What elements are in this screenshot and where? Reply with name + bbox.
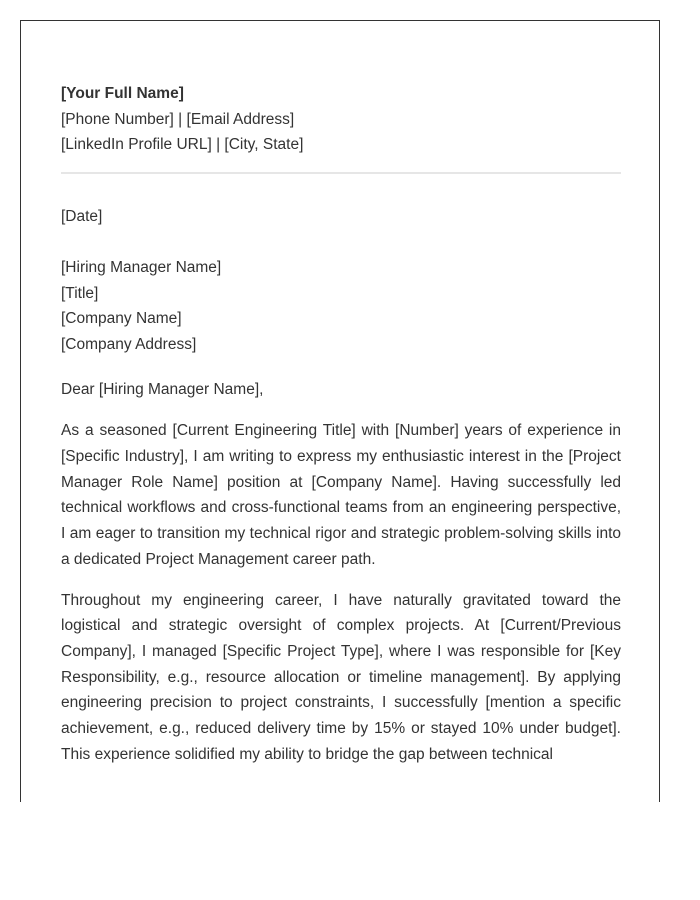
recipient-block xyxy=(61,255,621,358)
letter-date: [Date] xyxy=(61,208,103,226)
document-page xyxy=(20,20,660,802)
recipient-name: [Hiring Manager Name] xyxy=(61,258,222,276)
salutation: Dear [Hiring Manager Name], xyxy=(61,380,264,398)
body-paragraph: As a seasoned [Current Engineering Title] with [Number] years of experience in [Specific Industry], I am writing to express my enthusiastic interest in the [Project Manager Role Name] position at [Company Name]. Having successfully led technical workflows and cross-functional teams from an engineering perspective, I am eager to transition my technical rigor and strategic problem-solving skills into a dedicated Project Management career path. xyxy=(61,422,621,568)
sender-contact-line: [Phone Number] | [Email Address] xyxy=(61,110,295,128)
recipient-address: [Company Address] xyxy=(61,335,197,353)
cover-letter-content xyxy=(61,81,621,782)
recipient-title: [Title] xyxy=(61,284,99,302)
sender-profile-line: [LinkedIn Profile URL] | [City, State] xyxy=(61,136,304,154)
recipient-company: [Company Name] xyxy=(61,310,182,328)
header-divider xyxy=(61,172,621,174)
body-paragraph: Throughout my engineering career, I have naturally gravitated toward the logistical and strategic oversight of complex projects. At [Current/Previous Company], I managed [Specific Project Type], where I was responsible for [Key Responsibility, e.g., resource allocation or timeline management]. By applying engineering precision to project constraints, I successfully [mention a specific achievement, e.g., reduced delivery time by 15% or stayed 10% under budget]. This experience solidified my ability to bridge the gap between technical xyxy=(61,591,621,763)
sender-header xyxy=(61,81,621,158)
sender-name: [Your Full Name] xyxy=(61,85,184,102)
